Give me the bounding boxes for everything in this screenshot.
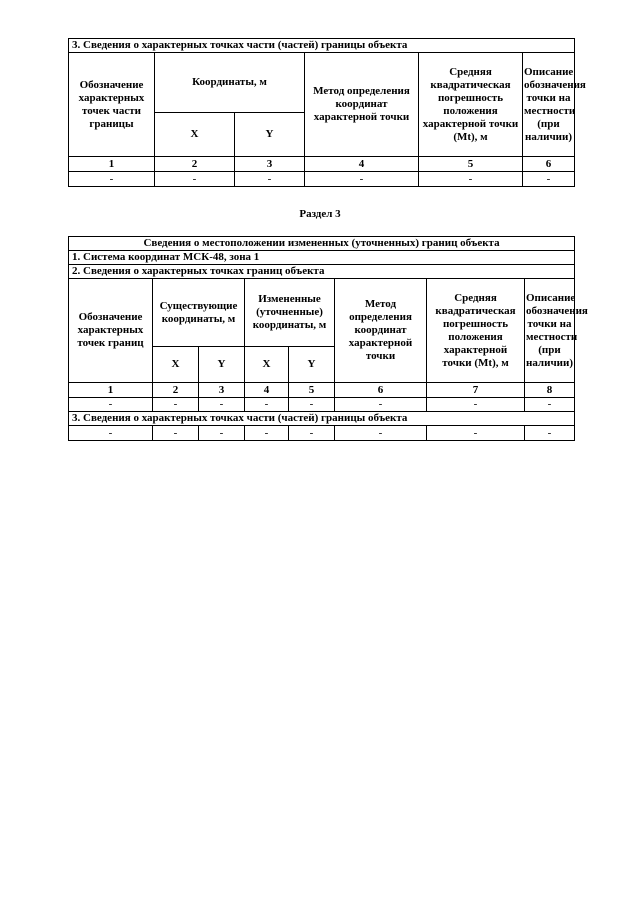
col-number: 8 bbox=[525, 383, 575, 398]
col-number: 1 bbox=[69, 383, 153, 398]
header-description: Описание обозначения точки на местности (при наличии) bbox=[525, 279, 575, 383]
section2-header: 2. Сведения о характерных точках границ объекта bbox=[69, 265, 575, 279]
table-cell: - bbox=[427, 426, 525, 441]
header-error: Средняя квадратическая погрешность положения характерной точки (Mt), м bbox=[427, 279, 525, 383]
table-cell: - bbox=[199, 426, 245, 441]
table-cell: - bbox=[525, 426, 575, 441]
table-cell: - bbox=[305, 172, 419, 187]
main-header: Сведения о местоположении измененных (уточненных) границ объекта bbox=[69, 237, 575, 251]
table-cell: - bbox=[289, 426, 335, 441]
col-number: 5 bbox=[419, 157, 523, 172]
col-number: 4 bbox=[305, 157, 419, 172]
col-number: 4 bbox=[245, 383, 289, 398]
table-cell: - bbox=[69, 426, 153, 441]
header-designation: Обозначение характерных точек границ bbox=[69, 279, 153, 383]
header-y-changed: Y bbox=[289, 347, 335, 383]
col-number: 2 bbox=[155, 157, 235, 172]
header-designation: Обозначение характерных точек части границы bbox=[69, 53, 155, 157]
header-description: Описание обозначения точки на местности (при наличии) bbox=[523, 53, 575, 157]
section3-header: 3. Сведения о характерных точках части (частей) границы объекта bbox=[69, 412, 575, 426]
header-changed-coords: Измененные (уточненные) координаты, м bbox=[245, 279, 335, 347]
section-title: Раздел 3 bbox=[299, 208, 341, 220]
table-cell: - bbox=[523, 172, 575, 187]
table-cell: - bbox=[419, 172, 523, 187]
table-cell: - bbox=[153, 426, 199, 441]
header-method: Метод определения координат характерной точки bbox=[305, 53, 419, 157]
table-row bbox=[69, 426, 575, 441]
header-method: Метод определения координат характерной точки bbox=[335, 279, 427, 383]
header-x-changed: X bbox=[245, 347, 289, 383]
table-row bbox=[69, 172, 575, 187]
section-header: 3. Сведения о характерных точках части (частей) границы объекта bbox=[69, 39, 575, 53]
header-existing-coords: Существующие координаты, м bbox=[153, 279, 245, 347]
header-x-existing: X bbox=[153, 347, 199, 383]
table-row bbox=[69, 398, 575, 412]
table-cell: - bbox=[235, 172, 305, 187]
table-cell: - bbox=[199, 398, 245, 412]
table-cell: - bbox=[335, 398, 427, 412]
col-number: 3 bbox=[199, 383, 245, 398]
header-error: Средняя квадратическая погрешность положения характерной точки (Mt), м bbox=[419, 53, 523, 157]
col-number: 3 bbox=[235, 157, 305, 172]
col-number: 5 bbox=[289, 383, 335, 398]
table-cell: - bbox=[335, 426, 427, 441]
header-x: X bbox=[155, 113, 235, 157]
table-cell: - bbox=[289, 398, 335, 412]
table-cell: - bbox=[155, 172, 235, 187]
table-cell: - bbox=[69, 172, 155, 187]
table-cell: - bbox=[427, 398, 525, 412]
col-number: 1 bbox=[69, 157, 155, 172]
coord-system: 1. Система координат МСК-48, зона 1 bbox=[69, 251, 575, 265]
header-y: Y bbox=[235, 113, 305, 157]
table-cell: - bbox=[525, 398, 575, 412]
col-number: 2 bbox=[153, 383, 199, 398]
changed-boundaries-table bbox=[68, 236, 588, 441]
header-coordinates: Координаты, м bbox=[155, 53, 305, 113]
column-numbers-row bbox=[69, 383, 575, 398]
table-cell: - bbox=[69, 398, 153, 412]
col-number: 7 bbox=[427, 383, 525, 398]
table-cell: - bbox=[245, 426, 289, 441]
col-number: 6 bbox=[335, 383, 427, 398]
column-numbers-row bbox=[69, 157, 575, 172]
col-number: 6 bbox=[523, 157, 575, 172]
table-cell: - bbox=[153, 398, 199, 412]
table-cell: - bbox=[245, 398, 289, 412]
parts-points-table bbox=[68, 38, 586, 187]
header-y-existing: Y bbox=[199, 347, 245, 383]
